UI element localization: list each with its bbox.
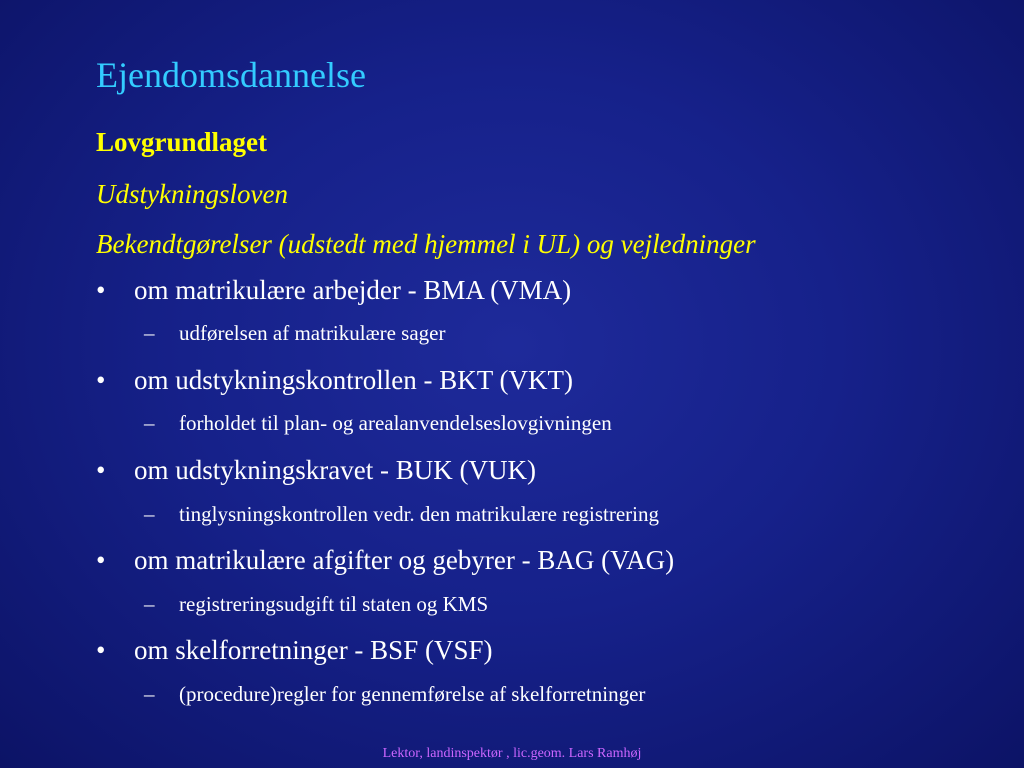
sub-bullet-marker: – [144, 411, 155, 435]
heading-bekendtgorelser: Bekendtgørelser (udstedt med hjemmel i UL) og vejledninger [96, 229, 756, 259]
sub-bullet-item [144, 683, 645, 706]
sub-bullet-text: tinglysningskontrollen vedr. den matrikulære registrering [179, 502, 659, 526]
bullet-text: om matrikulære afgifter og gebyrer - BAG (VAG) [134, 545, 675, 575]
sub-bullet-marker: – [144, 682, 155, 706]
bullet-marker: • [96, 365, 106, 395]
heading-lovgrundlaget: Lovgrundlaget [96, 127, 268, 157]
slide-title: Ejendomsdannelse [96, 55, 366, 95]
sub-bullet-marker: – [144, 592, 155, 616]
sub-bullet-text: forholdet til plan- og arealanvendelseslovgivningen [179, 411, 612, 435]
sub-bullet-text: udførelsen af matrikulære sager [179, 321, 446, 345]
bullet-text: om udstykningskravet - BUK (VUK) [134, 455, 536, 485]
sub-bullet-text: registreringsudgift til staten og KMS [179, 592, 489, 616]
bullet-item [96, 456, 536, 486]
sub-bullet-text: (procedure)regler for gennemførelse af skelforretninger [179, 682, 646, 706]
bullet-marker: • [96, 545, 106, 575]
bullet-marker: • [96, 635, 106, 665]
bullet-marker: • [96, 275, 106, 305]
slide-footer: Lektor, landinspektør , lic.geom. Lars Ramhøj [382, 746, 642, 761]
bullet-item [96, 636, 492, 666]
bullet-text: om skelforretninger - BSF (VSF) [134, 635, 493, 665]
sub-bullet-item [144, 593, 488, 616]
bullet-text: om matrikulære arbejder - BMA (VMA) [134, 275, 572, 305]
bullet-text: om udstykningskontrollen - BKT (VKT) [134, 365, 573, 395]
sub-bullet-item [144, 412, 612, 435]
bullet-marker: • [96, 455, 106, 485]
sub-bullet-item [144, 503, 659, 526]
sub-bullet-marker: – [144, 321, 155, 345]
sub-bullet-marker: – [144, 502, 155, 526]
bullet-item [96, 276, 571, 306]
bullet-item [96, 366, 573, 396]
bullet-item [96, 546, 674, 576]
sub-bullet-item [144, 322, 445, 345]
heading-udstykningsloven: Udstykningsloven [96, 179, 288, 209]
